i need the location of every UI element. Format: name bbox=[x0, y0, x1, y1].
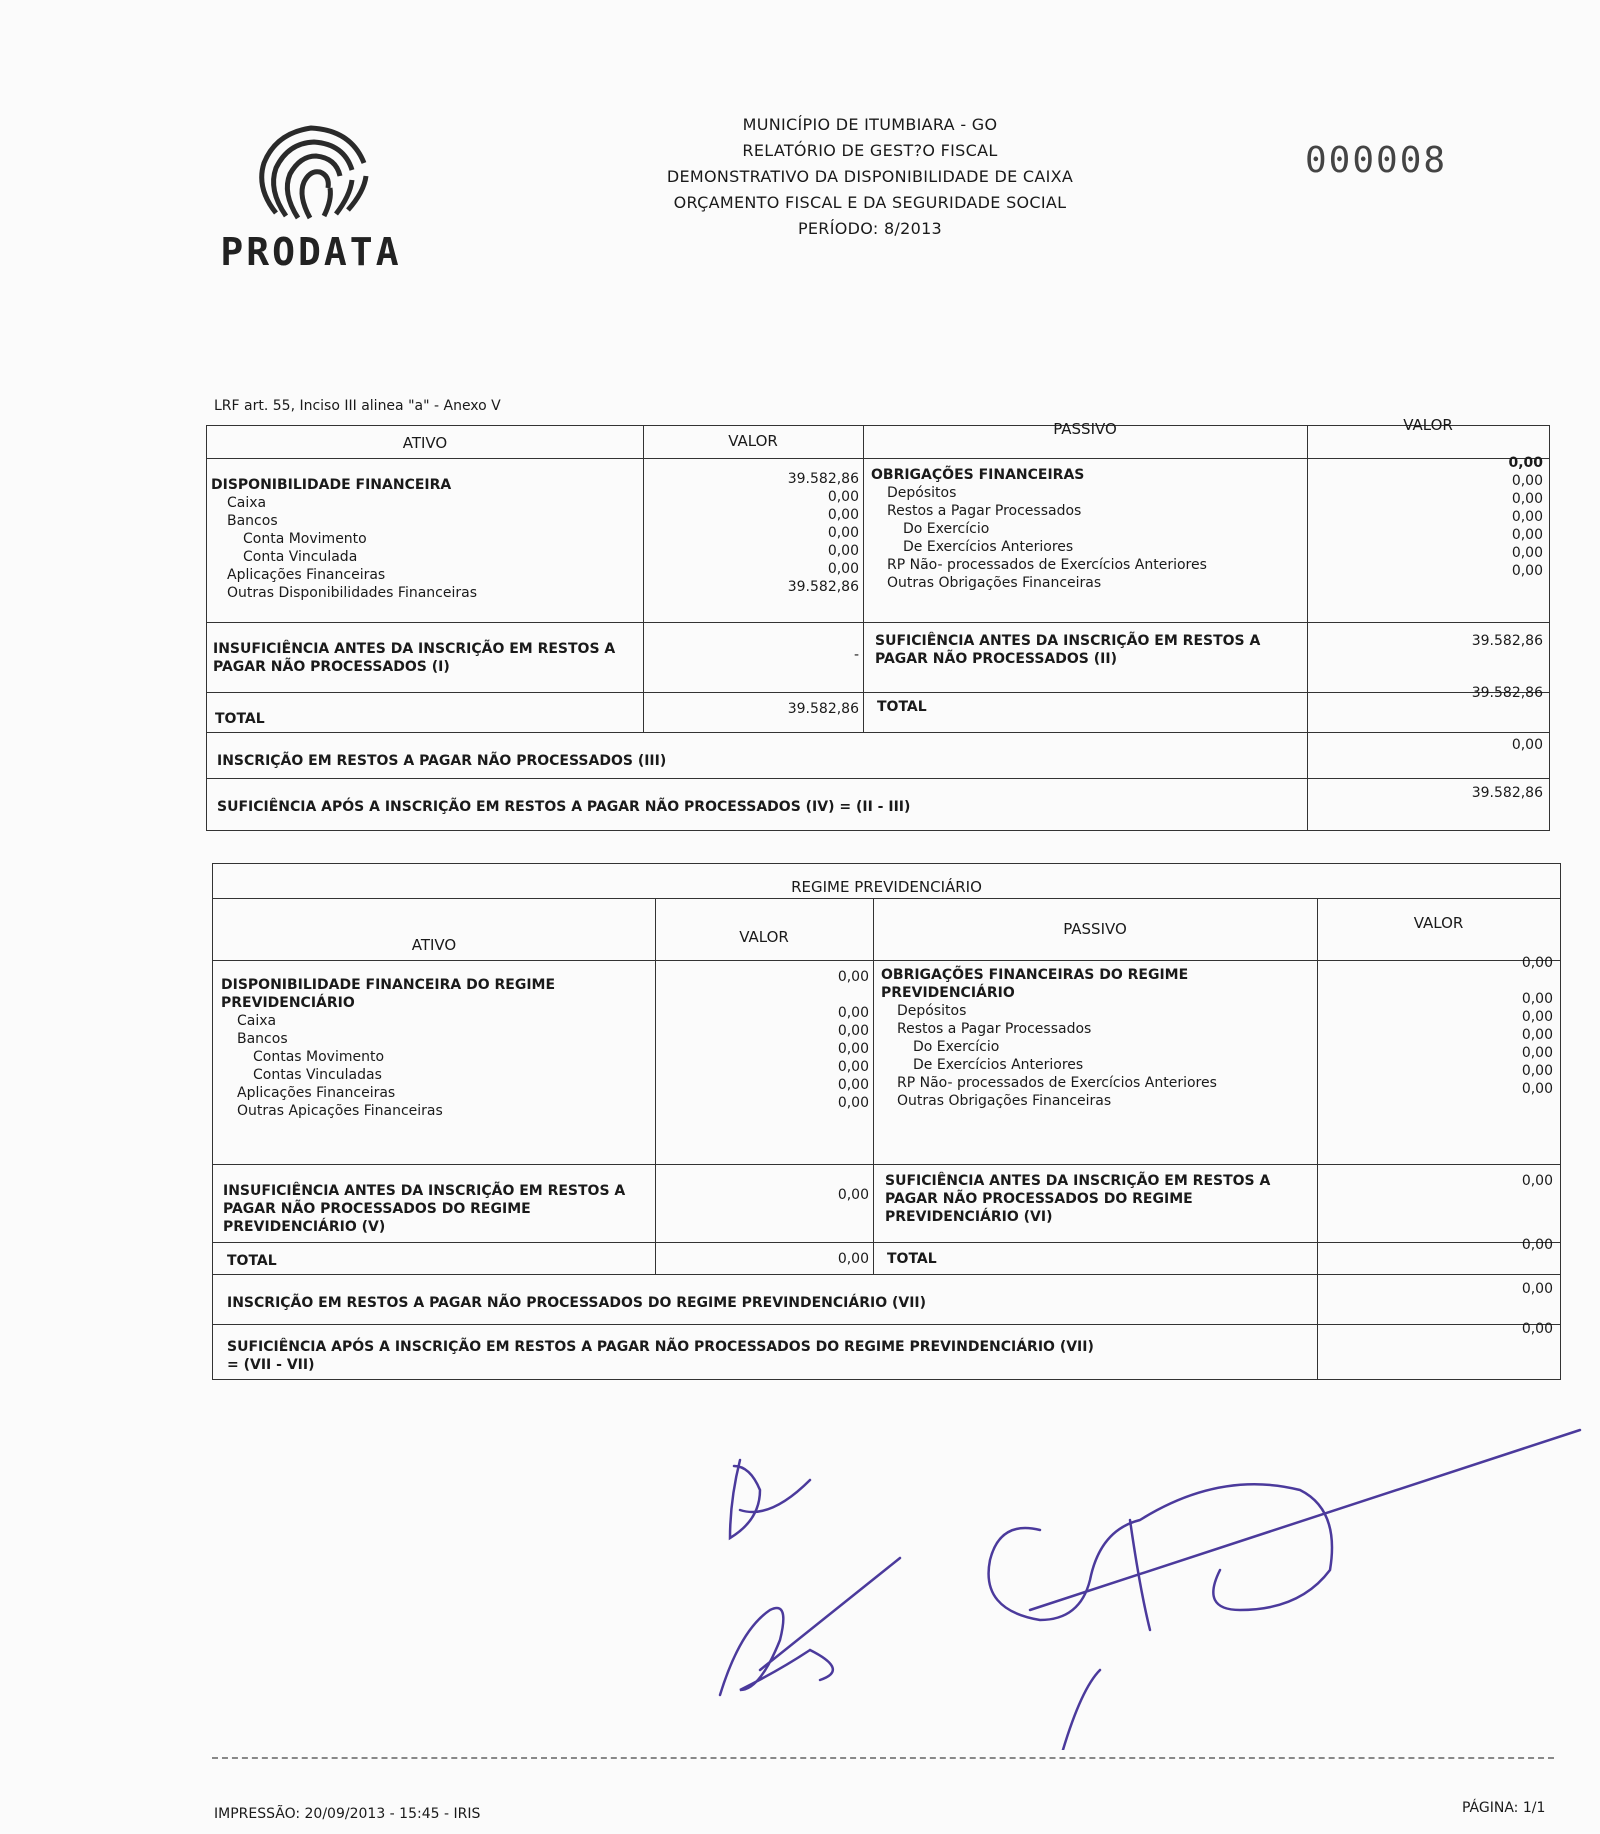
pagina-label: PÁGINA: 1/1 bbox=[1462, 1800, 1546, 1816]
col-passivo-header: PASSIVO bbox=[1053, 420, 1117, 438]
relatorio-title: RELATÓRIO DE GEST?O FISCAL bbox=[742, 141, 998, 160]
footer-divider bbox=[212, 1757, 1554, 1759]
ativo-list bbox=[221, 976, 651, 1120]
ativo-item: Contas Vinculadas bbox=[253, 1067, 382, 1083]
periodo-label: PERÍODO: 8/2013 bbox=[797, 219, 943, 238]
ativo-item: PREVIDENCIÁRIO bbox=[221, 995, 355, 1011]
ativo-item: Bancos bbox=[237, 1031, 288, 1047]
passivo-value: 0,00 bbox=[1511, 509, 1543, 525]
ativo-item: Conta Movimento bbox=[243, 531, 367, 547]
disponibilidade-table bbox=[206, 416, 1550, 831]
ativo-value: 0,00 bbox=[827, 507, 859, 523]
col-valor2-header: VALOR bbox=[1413, 914, 1464, 932]
total-ativo-value: 39.582,86 bbox=[787, 701, 859, 717]
suficiencia-value: 0,00 bbox=[1521, 1173, 1553, 1189]
col-passivo-header: PASSIVO bbox=[1063, 920, 1127, 938]
passivo-item: RP Não- processados de Exercícios Anteriores bbox=[897, 1075, 1217, 1091]
passivo-item: Depósitos bbox=[897, 1003, 967, 1019]
passivo-value: 0,00 bbox=[1511, 473, 1543, 489]
passivo-value: 0,00 bbox=[1521, 955, 1553, 971]
ativo-value: 0,00 bbox=[827, 543, 859, 559]
col-ativo-header: ATIVO bbox=[402, 434, 448, 452]
ativo-value: 0,00 bbox=[837, 1059, 869, 1075]
total-ativo-value: 0,00 bbox=[837, 1251, 869, 1267]
ativo-value: 0,00 bbox=[837, 969, 869, 985]
passivo-value: 0,00 bbox=[1511, 563, 1543, 579]
inscricao-value: 0,00 bbox=[1521, 1281, 1553, 1297]
suficiencia-label: SUFICIÊNCIA ANTES DA INSCRIÇÃO EM RESTOS A PAGAR NÃO PROCESSADOS DO REGIME PREVIDENCIÁRIO (VI) bbox=[885, 1173, 1271, 1225]
ativo-value: 0,00 bbox=[827, 489, 859, 505]
passivo-value: 0,00 bbox=[1521, 991, 1553, 1007]
passivo-item: Do Exercício bbox=[903, 521, 990, 537]
passivo-item: Do Exercício bbox=[913, 1039, 1000, 1055]
passivo-value: 0,00 bbox=[1521, 1009, 1553, 1025]
suficiencia-apos-label: SUFICIÊNCIA APÓS A INSCRIÇÃO EM RESTOS A PAGAR NÃO PROCESSADOS (IV) = (II - III) bbox=[217, 799, 911, 815]
ativo-value: 39.582,86 bbox=[787, 579, 859, 595]
suficiencia-value: 39.582,86 bbox=[1471, 633, 1543, 649]
passivo-values bbox=[1307, 454, 1543, 580]
regime-title: REGIME PREVIDENCIÁRIO bbox=[791, 878, 982, 896]
ativo-values bbox=[655, 968, 869, 1112]
suficiencia-apos-value: 39.582,86 bbox=[1471, 785, 1543, 801]
inscricao-label: INSCRIÇÃO EM RESTOS A PAGAR NÃO PROCESSADOS (III) bbox=[217, 753, 667, 769]
stamp-number: 000008 bbox=[1305, 140, 1448, 181]
regime-previdenciario-table bbox=[212, 863, 1561, 1380]
passivo-value: 0,00 bbox=[1511, 545, 1543, 561]
passivo-item: Depósitos bbox=[887, 485, 957, 501]
passivo-item: Outras Obrigações Financeiras bbox=[897, 1093, 1112, 1109]
signature-mark bbox=[720, 1558, 900, 1695]
ativo-value: 39.582,86 bbox=[787, 471, 859, 487]
ativo-item: Outras Apicações Financeiras bbox=[237, 1103, 443, 1119]
ativo-value: 0,00 bbox=[837, 1023, 869, 1039]
passivo-item: De Exercícios Anteriores bbox=[913, 1057, 1084, 1073]
total-passivo-label: TOTAL bbox=[887, 1251, 937, 1267]
passivo-value: 0,00 bbox=[1521, 1081, 1553, 1097]
ativo-item: Caixa bbox=[237, 1013, 277, 1029]
passivo-item: Restos a Pagar Processados bbox=[887, 503, 1082, 519]
ativo-item: Conta Vinculada bbox=[243, 549, 358, 565]
passivo-values bbox=[1317, 954, 1553, 1098]
inscricao-label: INSCRIÇÃO EM RESTOS A PAGAR NÃO PROCESSADOS DO REGIME PREVINDENCIÁRIO (VII) bbox=[227, 1295, 927, 1311]
passivo-value bbox=[1317, 972, 1553, 990]
ativo-item: Bancos bbox=[227, 513, 278, 529]
insuficiencia-label: INSUFICIÊNCIA ANTES DA INSCRIÇÃO EM RESTOS A PAGAR NÃO PROCESSADOS DO REGIME PREVIDENCIÁRIO (V) bbox=[223, 1183, 626, 1235]
total-ativo-label: TOTAL bbox=[215, 711, 265, 727]
suficiencia-apos-value: 0,00 bbox=[1521, 1321, 1553, 1337]
passivo-value: 0,00 bbox=[1511, 527, 1543, 543]
ativo-item: DISPONIBILIDADE FINANCEIRA DO REGIME bbox=[221, 977, 556, 993]
col-ativo-header: ATIVO bbox=[411, 936, 457, 954]
fingerprint-icon bbox=[236, 118, 386, 228]
insuficiencia-label: INSUFICIÊNCIA ANTES DA INSCRIÇÃO EM RESTOS A PAGAR NÃO PROCESSADOS (I) bbox=[213, 641, 616, 675]
passivo-item: OBRIGAÇÕES FINANCEIRAS bbox=[871, 467, 1085, 483]
signature-mark bbox=[989, 1430, 1580, 1750]
ativo-value: 0,00 bbox=[837, 1005, 869, 1021]
col-valor-header: VALOR bbox=[739, 928, 789, 946]
ativo-value: 0,00 bbox=[837, 1077, 869, 1093]
passivo-list bbox=[871, 466, 1301, 592]
impressao-label: IMPRESSÃO: 20/09/2013 - 15:45 - IRIS bbox=[214, 1806, 481, 1822]
col-valor2-header: VALOR bbox=[1403, 416, 1453, 434]
insuficiencia-value: 0,00 bbox=[837, 1187, 869, 1203]
ativo-item: Aplicações Financeiras bbox=[227, 567, 386, 583]
col-valor-header: VALOR bbox=[728, 432, 778, 450]
ativo-item: Outras Disponibilidades Financeiras bbox=[227, 585, 477, 601]
suficiencia-apos-label: SUFICIÊNCIA APÓS A INSCRIÇÃO EM RESTOS A PAGAR NÃO PROCESSADOS DO REGIME PREVINDENCIÁRIO (VII) = (VII - VII) bbox=[227, 1339, 1094, 1373]
passivo-item: Restos a Pagar Processados bbox=[897, 1021, 1092, 1037]
total-passivo-value: 0,00 bbox=[1521, 1237, 1553, 1253]
passivo-value: 0,00 bbox=[1521, 1063, 1553, 1079]
passivo-item: PREVIDENCIÁRIO bbox=[881, 985, 1015, 1001]
ativo-item: Caixa bbox=[227, 495, 267, 511]
ativo-item: Aplicações Financeiras bbox=[237, 1085, 396, 1101]
ativo-item: DISPONIBILIDADE FINANCEIRA bbox=[211, 477, 452, 493]
suficiencia-label: SUFICIÊNCIA ANTES DA INSCRIÇÃO EM RESTOS A PAGAR NÃO PROCESSADOS (II) bbox=[875, 633, 1261, 667]
inscricao-value: 0,00 bbox=[1511, 737, 1543, 753]
passivo-value: 0,00 bbox=[1508, 455, 1543, 471]
ativo-value: 0,00 bbox=[837, 1095, 869, 1111]
passivo-value: 0,00 bbox=[1521, 1027, 1553, 1043]
passivo-item: Outras Obrigações Financeiras bbox=[887, 575, 1102, 591]
orcamento-title: ORÇAMENTO FISCAL E DA SEGURIDADE SOCIAL bbox=[673, 193, 1067, 212]
total-ativo-label: TOTAL bbox=[227, 1253, 277, 1269]
passivo-value: 0,00 bbox=[1511, 491, 1543, 507]
ativo-value: 0,00 bbox=[827, 525, 859, 541]
municipio-title: MUNICÍPIO DE ITUMBIARA - GO bbox=[742, 115, 998, 134]
ativo-value: 0,00 bbox=[827, 561, 859, 577]
ativo-value bbox=[655, 986, 869, 1004]
passivo-item: De Exercícios Anteriores bbox=[903, 539, 1074, 555]
passivo-list bbox=[881, 966, 1311, 1110]
report-header bbox=[640, 112, 1100, 242]
total-passivo-value: 39.582,86 bbox=[1471, 685, 1543, 701]
passivo-item: RP Não- processados de Exercícios Anteriores bbox=[887, 557, 1207, 573]
lrf-label: LRF art. 55, Inciso III alinea "a" - Anexo V bbox=[214, 398, 501, 414]
passivo-item: OBRIGAÇÕES FINANCEIRAS DO REGIME bbox=[881, 967, 1189, 983]
prodata-logo bbox=[196, 118, 426, 278]
insuficiencia-value: - bbox=[853, 647, 859, 663]
handwritten-signatures bbox=[700, 1370, 1600, 1750]
ativo-item: Contas Movimento bbox=[253, 1049, 385, 1065]
logo-wordmark: PRODATA bbox=[220, 230, 402, 274]
passivo-value: 0,00 bbox=[1521, 1045, 1553, 1061]
ativo-list bbox=[211, 476, 641, 602]
demonstrativo-title: DEMONSTRATIVO DA DISPONIBILIDADE DE CAIXA bbox=[666, 167, 1074, 186]
total-passivo-label: TOTAL bbox=[877, 699, 927, 715]
ativo-value: 0,00 bbox=[837, 1041, 869, 1057]
ativo-values bbox=[643, 470, 859, 596]
signature-mark bbox=[730, 1460, 810, 1538]
